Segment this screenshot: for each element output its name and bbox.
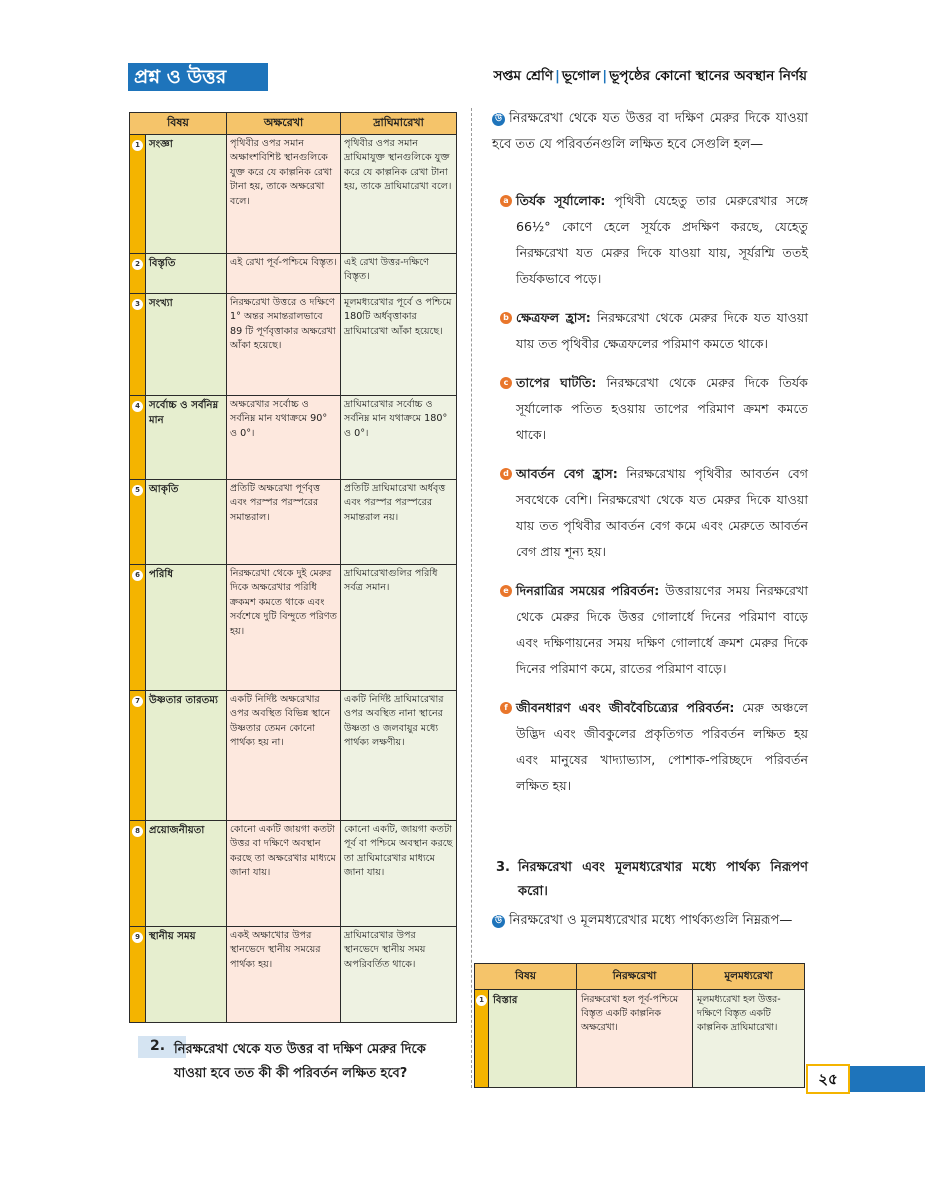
row-number-badge: 3 — [132, 299, 143, 310]
latitude-cell: নিরক্ষরেখা উত্তরে ও দক্ষিণে 1° অন্তর সমান্তরালভাবে 89 টি পূর্ণবৃত্তাকার অক্ষরেখা আঁকা হয়েছে। — [227, 294, 341, 396]
breadcrumb-subject: ভূগোল — [561, 68, 601, 84]
question-text: নিরক্ষরেখা থেকে যত উত্তর বা দক্ষিণ মেরুর দিকে যাওয়া হবে তত কী কী পরিবর্তন লক্ষিত হবে? — [174, 1042, 426, 1081]
longitude-cell: দ্রাঘিমারেখার সর্বোচ্চ ও সর্বনিম্ন মান যথাক্রমে 180° ও 0°। — [341, 396, 457, 480]
row-number-badge: 7 — [132, 696, 143, 707]
longitude-cell: এই রেখা উত্তর-দক্ষিণে বিস্তৃত। — [341, 254, 457, 294]
latitude-cell: নিরক্ষরেখা থেকে দুই মেরুর দিকে অক্ষরেখার পরিধি ক্রকমশ কমতে থাকে এবং সর্বশেষে দুটি বিন্দুতে পরিণত হয়। — [227, 565, 341, 691]
topic-cell: প্রয়োজনীয়তা — [146, 821, 227, 927]
point-text: নিরক্ষরেখা থেকে মেরুর দিকে যত যাওয়া যায় তত পৃথিবীর ক্ষেত্রফলের পরিমাণ কমতে থাকে। — [516, 310, 808, 351]
list-item — [503, 370, 808, 448]
meridian-cell: মূলমধ্যরেখা হল উত্তর-দক্ষিণে বিস্তৃত একটি কাল্পনিক দ্রাঘিমারেখা। — [693, 990, 805, 1088]
table-row — [130, 254, 457, 294]
list-item — [503, 305, 808, 357]
point-term: তাপের ঘাটতি: — [516, 375, 597, 390]
table-header-row — [130, 113, 457, 135]
point-marker: b — [500, 312, 512, 324]
longitude-cell: দ্রাঘিমারেখার উপর স্থানভেদে স্থানীয় সময় অপরিবর্তিত থাকে। — [341, 927, 457, 1023]
latitude-cell: অক্ষরেখার সর্বোচ্চ ও সর্বনিম্ন মান যথাক্রমে 90° ও 0°। — [227, 396, 341, 480]
point-term: জীবনধারণ এবং জীববৈচিত্র্যের পরিবর্তন: — [516, 700, 735, 715]
longitude-cell: প্রতিটি দ্রাঘিমারেখা অর্ধবৃত্ত এবং পরস্পর পরস্পরের সমান্তরাল নয়। — [341, 480, 457, 565]
latitude-cell: পৃথিবীর ওপর সমান অক্ষাংশবিশিষ্ট স্থানগুলিকে যুক্ত করে যে কাল্পনিক রেখা টানা হয়, তাকে অক্ষরেখা বলে। — [227, 135, 341, 254]
row-number-cell — [130, 927, 146, 1023]
topic-cell: স্থানীয় সময় — [146, 927, 227, 1023]
latitude-cell: প্রতিটি অক্ষরেখা পূর্ণবৃত্ত এবং পরস্পর পরস্পরের সমান্তরাল। — [227, 480, 341, 565]
point-marker: f — [500, 702, 512, 714]
question-2 — [138, 1036, 458, 1096]
row-number-cell — [130, 565, 146, 691]
longitude-cell: একটি নির্দিষ্ট দ্রাঘিমারেখার ওপর অবস্থিত নানা স্থানের উষ্ণতা ও জলবায়ুর মধ্যে পার্থক্য লক্ষণীয়। — [341, 691, 457, 821]
question-3 — [496, 856, 808, 904]
row-number-badge: 9 — [132, 932, 143, 943]
row-number-badge: 4 — [132, 401, 143, 412]
answer-icon: উ — [492, 113, 505, 126]
row-number-cell — [130, 396, 146, 480]
row-number-cell — [130, 480, 146, 565]
longitude-cell: কোনো একটি, জায়গা কতটা পূর্ব বা পশ্চিমে অবস্থান করছে তা দ্রাঘিমারেখার মাধ্যমে জানা যায়। — [341, 821, 457, 927]
point-marker: d — [500, 468, 512, 480]
table-row — [130, 480, 457, 565]
topic-cell: আকৃতি — [146, 480, 227, 565]
column-header-latitude: অক্ষরেখা — [227, 113, 341, 135]
question-number: 3. — [496, 860, 510, 875]
column-divider — [471, 108, 472, 1088]
point-marker: e — [500, 585, 512, 597]
column-header-longitude: দ্রাঘিমারেখা — [341, 113, 457, 135]
answer-intro-text: নিরক্ষরেখা ও মূলমধ্যরেখার মধ্যে পার্থক্যগুলি নিম্নরূপ— — [509, 913, 793, 928]
longitude-cell: মূলমধ্যরেখার পূর্বে ও পশ্চিমে 180টি অর্ধবৃত্তাকার দ্রাঘিমারেখা আঁকা হয়েছে। — [341, 294, 457, 396]
row-number-cell — [130, 254, 146, 294]
list-item — [503, 461, 808, 565]
column-header-topic: বিষয় — [130, 113, 227, 135]
latitude-cell: কোনো একটি জায়গা কতটা উত্তর বা দক্ষিণে অবস্থান করছে তা অক্ষরেখার মাধ্যমে জানা যায়। — [227, 821, 341, 927]
point-text: মেরু অঞ্চলে উদ্ভিদ এবং জীবকুলের প্রকৃতিগত পরিবর্তন লক্ষিত হয় এবং মানুষের খাদ্যাভ্যাস, পোশাক-পরিচ্ছদে পরিবর্তন লক্ষিত হয়। — [516, 700, 808, 793]
table-row — [130, 691, 457, 821]
column-header-equator: নিরক্ষরেখা — [577, 964, 693, 990]
point-text: উত্তরায়ণের সময় নিরক্ষরেখা থেকে মেরুর দিকে উত্তর গোলার্ধে দিনের পরিমাণ বাড়ে এবং দক্ষিণায়নের সময় দক্ষিণ গোলার্ধে ক্রমশ মেরুর দিকে দিনের পরিমাণ কমে, রাতের পরিমাণ বাড়ে। — [516, 583, 808, 676]
page-number: ২৫ — [806, 1064, 850, 1094]
point-marker: a — [500, 195, 512, 207]
topic-cell: বিস্তৃতি — [146, 254, 227, 294]
answer-3-intro — [492, 908, 808, 934]
question-number: 2. — [150, 1038, 166, 1054]
column-header-meridian: মূলমধ্যরেখা — [693, 964, 805, 990]
question-text: নিরক্ষরেখা এবং মূলমধ্যরেখার মধ্যে পার্থক্য নিরূপণ করো। — [518, 860, 808, 899]
breadcrumb — [452, 65, 807, 88]
page-number-band — [850, 1066, 925, 1092]
row-number-cell — [130, 821, 146, 927]
point-text: নিরক্ষরেখায় পৃথিবীর আবর্তন বেগ সবথেকে বেশি। নিরক্ষরেখা থেকে যত মেরুর দিকে যাওয়া যায় তত পৃথিবীর আবর্তন বেগ কমে এবং মেরুতে আবর্তন বেগ প্রায় শূন্য হয়। — [516, 466, 808, 559]
topic-cell: সর্বোচ্চ ও সর্বনিম্ন মান — [146, 396, 227, 480]
answer-intro-text: নিরক্ষরেখা থেকে যত উত্তর বা দক্ষিণ মেরুর দিকে যাওয়া হবে তত যে পরিবর্তনগুলি লক্ষিত হবে সেগুলি হল— — [492, 111, 808, 152]
longitude-cell: দ্রাঘিমারেখাগুলির পরিধি সর্বত্র সমান। — [341, 565, 457, 691]
topic-cell: সংজ্ঞা — [146, 135, 227, 254]
table-row — [475, 990, 805, 1088]
latitude-cell: এই রেখা পূর্ব-পশ্চিমে বিস্তৃত। — [227, 254, 341, 294]
point-text: নিরক্ষরেখা থেকে মেরুর দিকে তির্যক সূর্যালোক পতিত হওয়ায় তাপের পরিমাণ ক্রমশ কমতে থাকে। — [516, 375, 808, 442]
table-row — [130, 396, 457, 480]
breadcrumb-class: সপ্তম শ্রেণি — [493, 68, 553, 84]
row-number-cell — [475, 990, 489, 1088]
breadcrumb-chapter: ভূপৃষ্ঠের কোনো স্থানের অবস্থান নির্ণয় — [609, 68, 807, 84]
row-number-badge: 1 — [476, 995, 487, 1006]
topic-cell: উষ্ণতার তারতম্য — [146, 691, 227, 821]
point-term: ক্ষেত্রফল হ্রাস: — [516, 310, 591, 325]
latitude-cell: একটি নির্দিষ্ট অক্ষরেখার ওপর অবস্থিত বিভিন্ন স্থানে উষ্ণতার তেমন কোনো পার্থক্য হয় না। — [227, 691, 341, 821]
row-number-cell — [130, 691, 146, 821]
row-number-badge: 5 — [132, 485, 143, 496]
topic-cell: পরিধি — [146, 565, 227, 691]
table-header-row — [475, 964, 805, 990]
column-header-topic: বিষয় — [475, 964, 577, 990]
longitude-cell: পৃথিবীর ওপর সমান দ্রাঘিমাযুক্ত স্থানগুলিকে যুক্ত করে যে কাল্পনিক রেখা টানা হয়, তাকে দ্রাঘিমারেখা বলে। — [341, 135, 457, 254]
topic-cell: বিস্তার — [489, 990, 577, 1088]
point-term: দিনরাত্রির সময়ের পরিবর্তন: — [516, 583, 660, 598]
comparison-table — [129, 112, 457, 1023]
row-number-badge: 8 — [132, 826, 143, 837]
table-row — [130, 135, 457, 254]
breadcrumb-separator: | — [602, 68, 608, 84]
point-term: আবর্তন বেগ হ্রাস: — [516, 466, 618, 481]
answer-2-intro — [492, 106, 808, 158]
list-item — [503, 578, 808, 682]
list-item — [504, 695, 808, 799]
row-number-cell — [130, 135, 146, 254]
table-row — [130, 565, 457, 691]
topic-cell: সংখ্যা — [146, 294, 227, 396]
table-row — [130, 821, 457, 927]
latitude-cell: একই অক্ষাখোর উপর স্থানভেদে স্থানীয় সময়ের পার্থক্য হয়। — [227, 927, 341, 1023]
section-tag: প্রশ্ন ও উত্তর — [128, 63, 268, 91]
row-number-badge: 2 — [132, 259, 143, 270]
row-number-badge: 6 — [132, 570, 143, 581]
answer-2-points — [503, 188, 808, 812]
breadcrumb-separator: | — [555, 68, 560, 84]
answer-icon: উ — [492, 915, 505, 928]
table-row — [130, 294, 457, 396]
point-term: তির্যক সূর্যালোক: — [516, 193, 606, 208]
list-item — [503, 188, 808, 292]
point-text: পৃথিবী যেহেতু তার মেরুরেখার সঙ্গে 66½° কোণে হেলে সূর্যকে প্রদক্ষিণ করছে, যেহেতু নিরক্ষরেখা যত মেরুর দিকে যাওয়া যায়, সূর্যরশ্মি ততই তির্যকভাবে পড়ে। — [516, 193, 808, 286]
row-number-badge: 1 — [132, 140, 143, 151]
equator-cell: নিরক্ষরেখা হল পূর্ব-পশ্চিমে বিস্তৃত একটি কাল্পনিক অক্ষরেখা। — [577, 990, 693, 1088]
table-row — [130, 927, 457, 1023]
point-marker: c — [500, 377, 512, 389]
row-number-cell — [130, 294, 146, 396]
equator-meridian-table — [474, 963, 805, 1088]
